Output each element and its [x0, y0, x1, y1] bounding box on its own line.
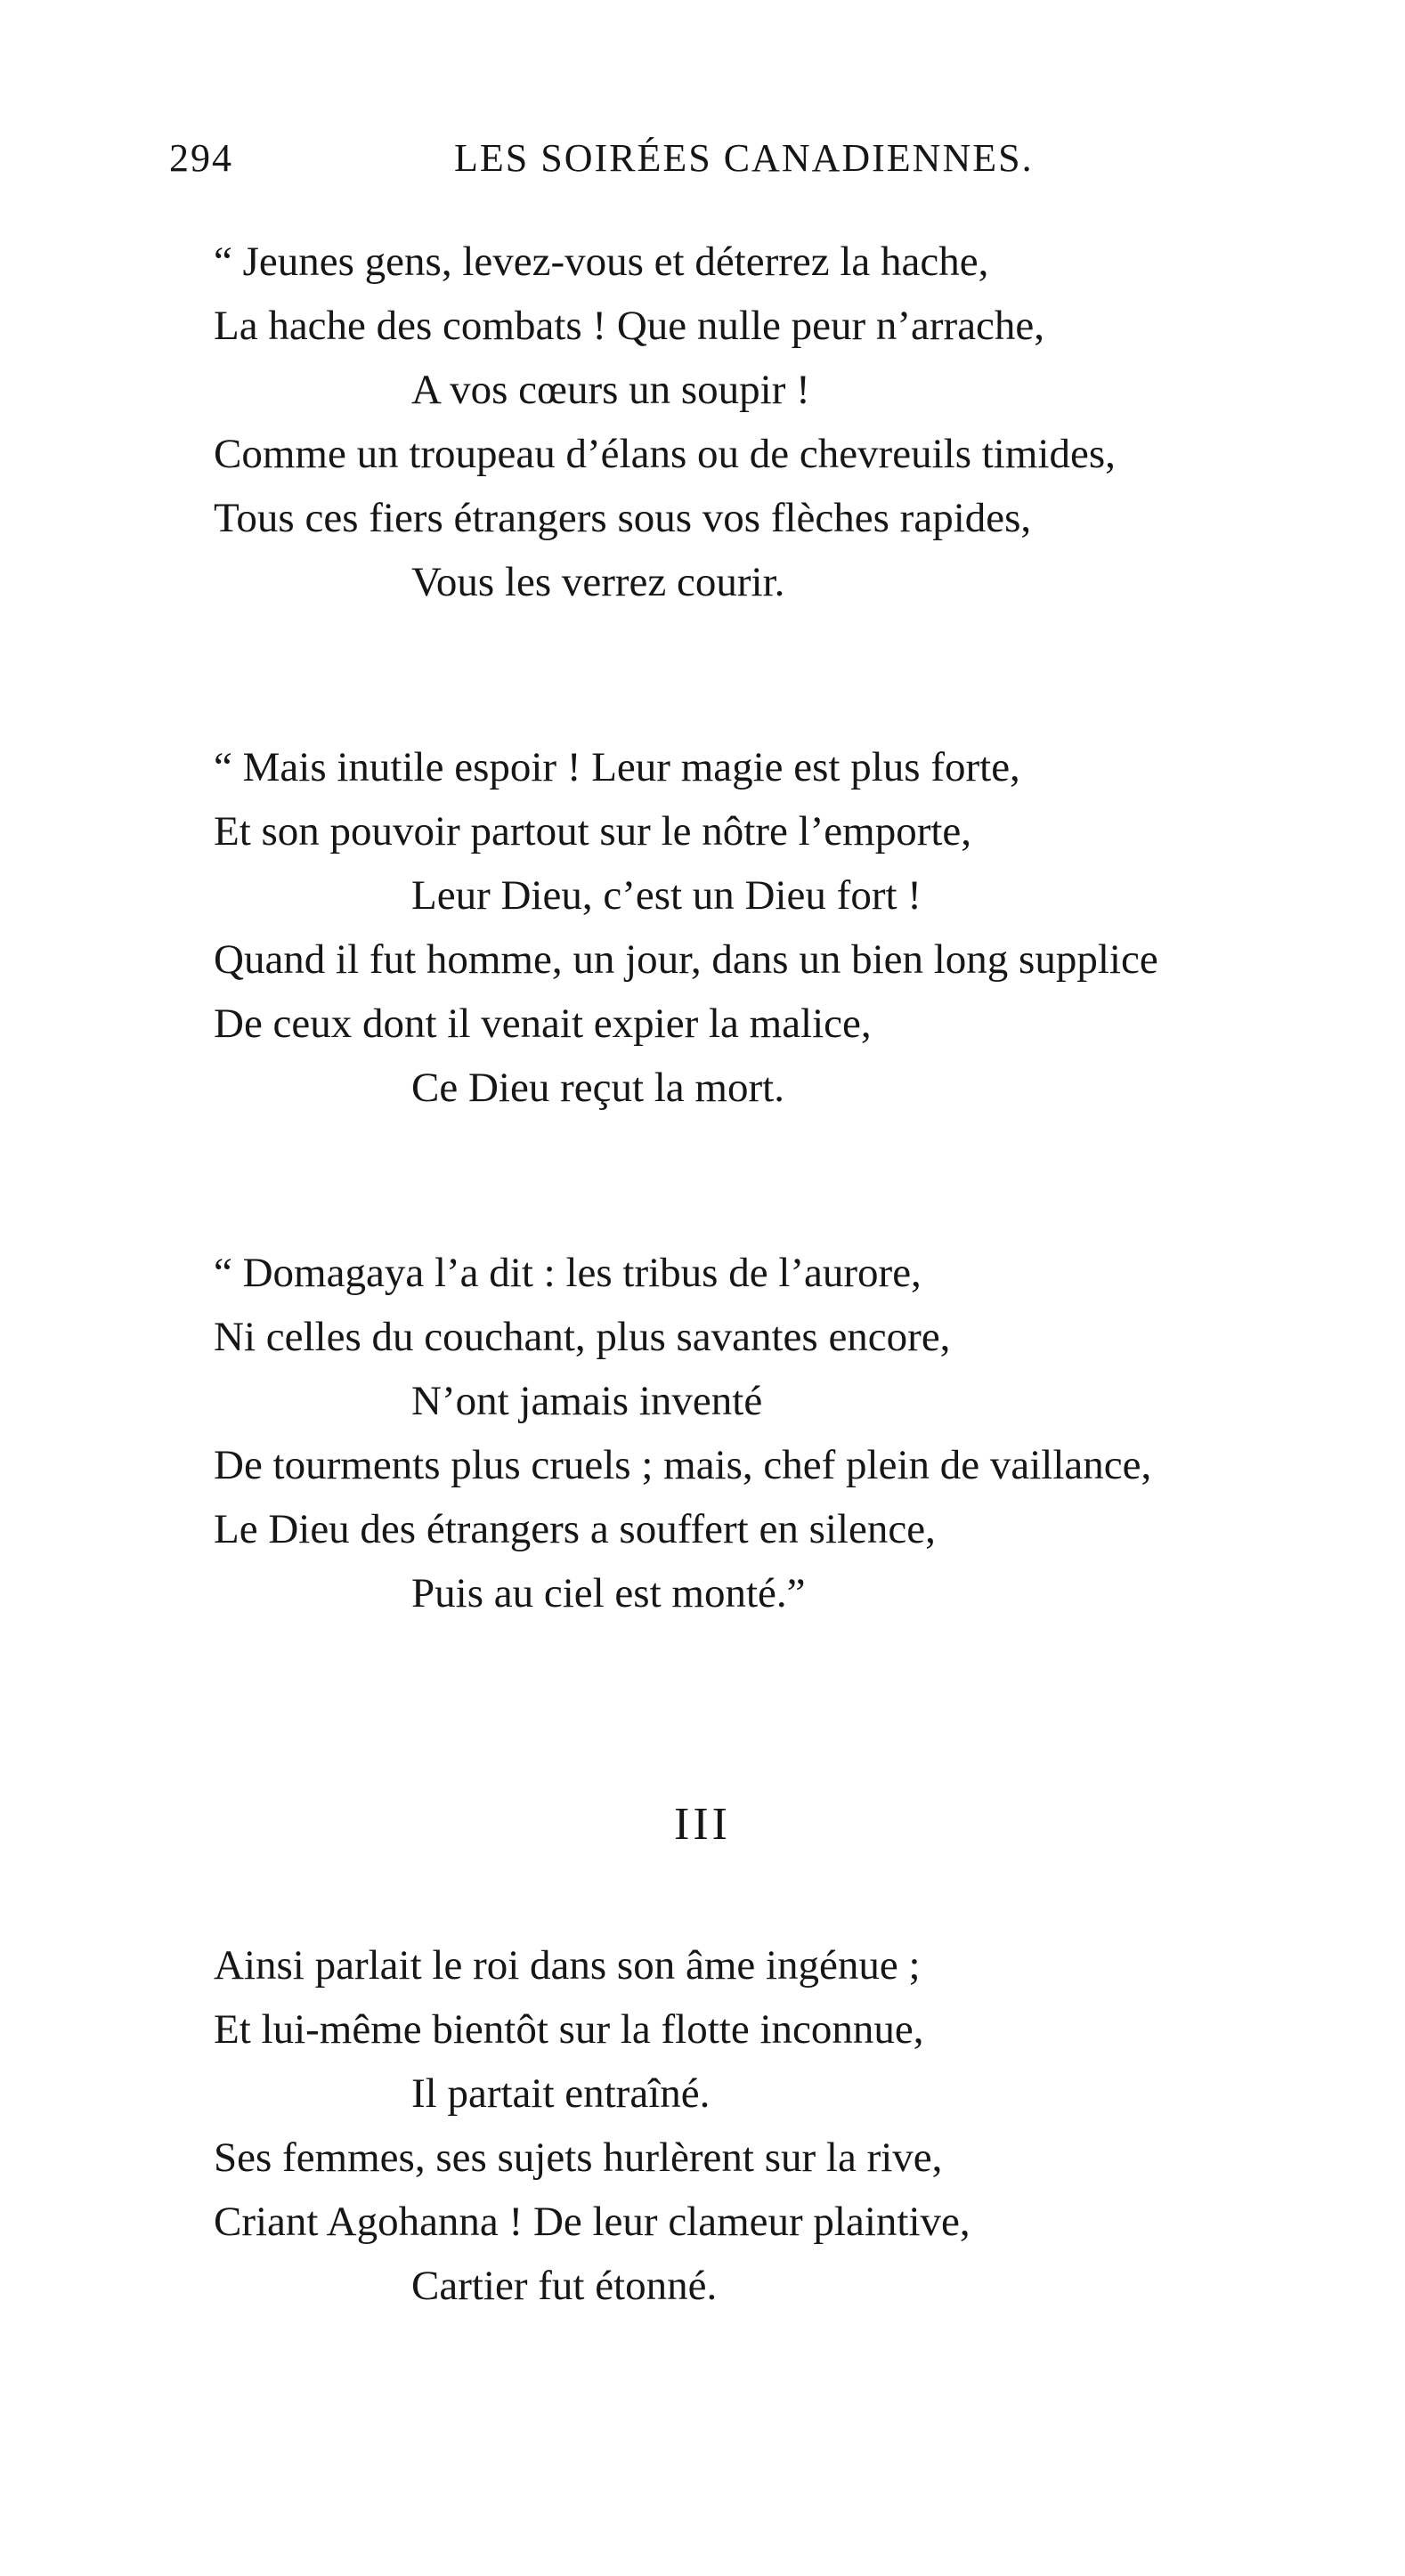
verse-line-indented: N’ont jamais inventé	[411, 1378, 763, 1424]
section-numeral: III	[674, 1799, 731, 1850]
verse-line-indented: A vos cœurs un soupir !	[411, 367, 810, 413]
stanza-4	[214, 1933, 1371, 2318]
stanza-2	[214, 735, 1371, 1120]
verse-line: Et lui-même bientôt sur la flotte inconnue,	[214, 2006, 924, 2053]
verse-line: Ses femmes, ses sujets hurlèrent sur la rive,	[214, 2135, 943, 2181]
stanza-1	[214, 230, 1371, 614]
running-title: LES SOIRÉES CANADIENNES.	[454, 136, 1034, 180]
verse-line: Criant Agohanna ! De leur clameur plaintive,	[214, 2199, 971, 2245]
verse-line: Et son pouvoir partout sur le nôtre l’emporte,	[214, 808, 972, 855]
verse-line: La hache des combats ! Que nulle peur n’arrache,	[214, 303, 1045, 349]
verse-line-indented: Puis au ciel est monté.”	[411, 1570, 806, 1616]
verse-line: De tourments plus cruels ; mais, chef plein de vaillance,	[214, 1442, 1152, 1488]
verse-line-indented: Vous les verrez courir.	[411, 559, 785, 605]
verse-line: “ Mais inutile espoir ! Leur magie est plus forte,	[214, 744, 1020, 790]
page-header	[169, 135, 1095, 189]
verse-line: Tous ces fiers étrangers sous vos flèches rapides,	[214, 495, 1032, 541]
verse-line-indented: Leur Dieu, c’est un Dieu fort !	[411, 872, 922, 919]
page-number: 294	[169, 136, 233, 180]
stanza-3	[214, 1241, 1371, 1625]
verse-line: “ Jeunes gens, levez-vous et déterrez la hache,	[214, 239, 989, 285]
verse-line: Ainsi parlait le roi dans son âme ingénue ;	[214, 1942, 921, 1989]
verse-line: Le Dieu des étrangers a souffert en silence,	[214, 1506, 936, 1552]
verse-line: Ni celles du couchant, plus savantes encore,	[214, 1314, 951, 1360]
verse-line-indented: Cartier fut étonné.	[411, 2263, 718, 2309]
verse-line: “ Domagaya l’a dit : les tribus de l’aurore,	[214, 1250, 922, 1296]
verse-line-indented: Il partait entraîné.	[411, 2070, 711, 2117]
verse-line: De ceux dont il venait expier la malice,	[214, 1000, 872, 1047]
verse-line: Comme un troupeau d’élans ou de chevreuils timides,	[214, 431, 1116, 477]
verse-line-indented: Ce Dieu reçut la mort.	[411, 1065, 784, 1111]
verse-line: Quand il fut homme, un jour, dans un bien long supplice	[214, 936, 1158, 983]
